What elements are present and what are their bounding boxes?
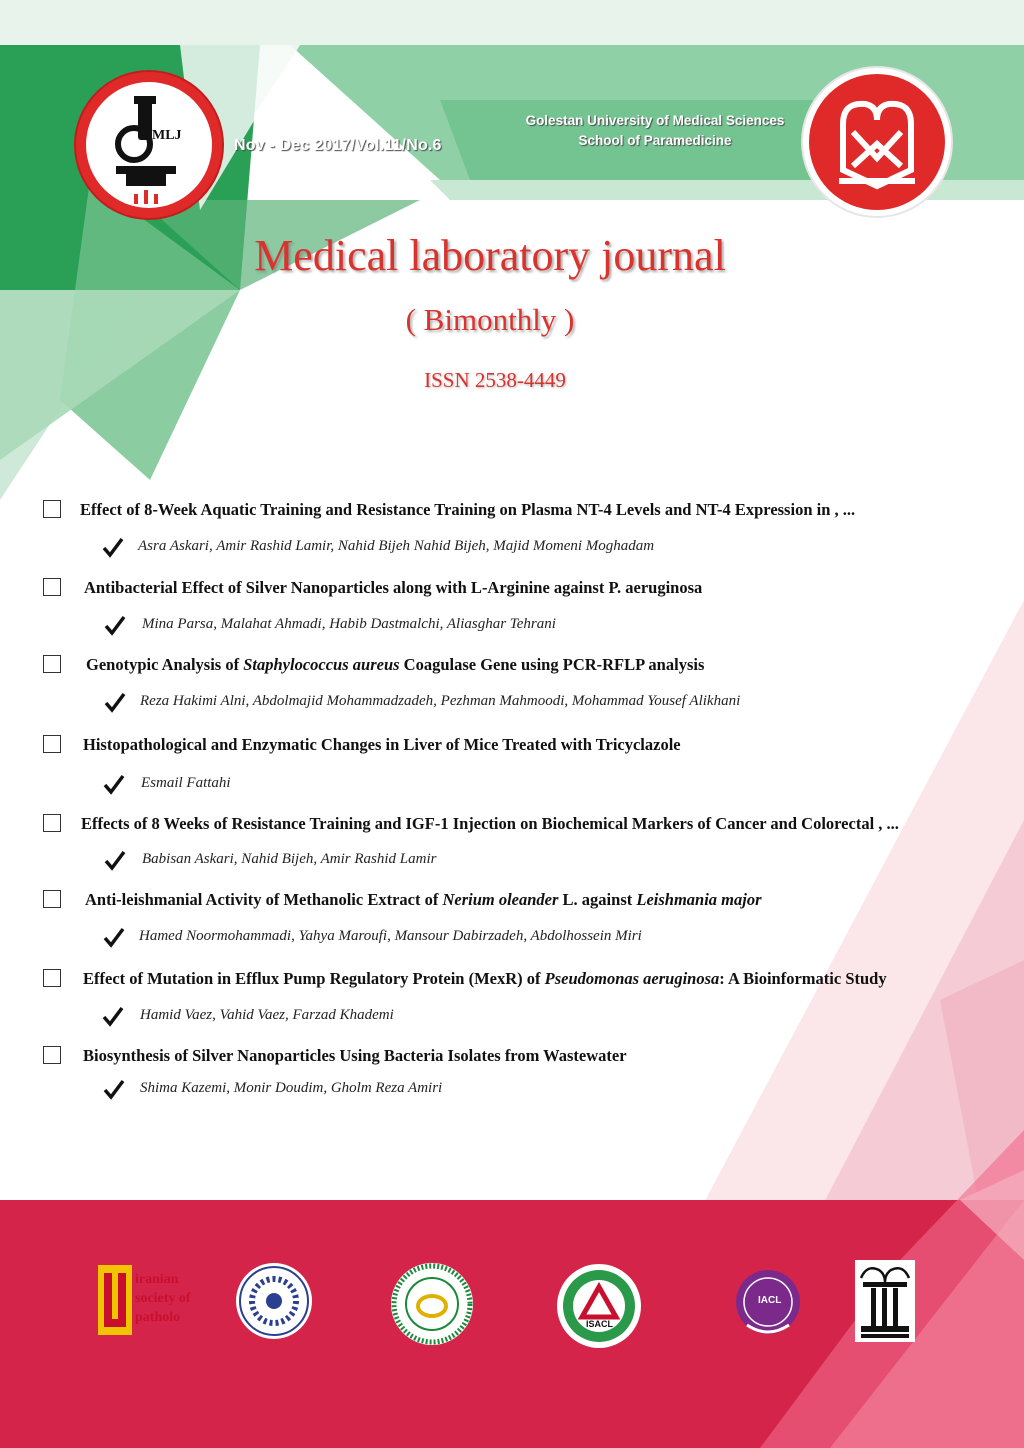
society-text-line-2: society of [135, 1291, 191, 1306]
medical-lab-society-logo [390, 1262, 474, 1351]
journal-frequency: ( Bimonthly ) [405, 302, 575, 337]
university-name [505, 111, 805, 151]
article-title: Effects of 8 Weeks of Resistance Training and IGF-1 Injection on Biochemical Markers of Cancer and Colorectal , ... [81, 814, 899, 833]
article-title: Effect of Mutation in Efflux Pump Regulatory Protein (MexR) of Pseudomonas aeruginosa: A Bioinformatic Study [83, 969, 887, 988]
article-checkbox[interactable] [43, 814, 61, 832]
iacl-label: IACL [758, 1295, 782, 1306]
article-title: Antibacterial Effect of Silver Nanoparticles along with L-Arginine against P. aeruginosa [84, 578, 703, 597]
university-emblem-logo [855, 1260, 915, 1347]
university-column-icon [855, 1260, 915, 1342]
check-mark-icon [103, 1078, 125, 1100]
parasitology-emblem-icon [235, 1262, 313, 1340]
check-mark-icon [102, 1005, 124, 1027]
article-checkbox[interactable] [43, 969, 61, 987]
isacl-emblem-icon [556, 1263, 642, 1349]
pathology-society-text [135, 1270, 191, 1327]
pathology-emblem-icon [98, 1265, 132, 1335]
lab-society-emblem-icon [390, 1262, 474, 1346]
journal-title: Medical laboratory journal [254, 231, 726, 280]
university-line-2: School of Paramedicine [578, 133, 732, 148]
university-line-1: Golestan University of Medical Sciences [525, 113, 785, 128]
isacl-label: ISACL [586, 1319, 613, 1329]
society-text-line-3: patholo [135, 1310, 181, 1325]
article-checkbox[interactable] [43, 578, 61, 596]
check-mark-icon [103, 773, 125, 795]
society-text-line-1: iranian [135, 1272, 179, 1287]
article-title: Genotypic Analysis of Staphylococcus aureus Coagulase Gene using PCR-RFLP analysis [86, 655, 705, 674]
article-authors: Babisan Askari, Nahid Bijeh, Amir Rashid Lamir [142, 851, 437, 867]
iranian-pathology-society-logo [98, 1265, 132, 1335]
university-logo [803, 68, 951, 216]
article-authors: Mina Parsa, Malahat Ahmadi, Habib Dastmalchi, Aliasghar Tehrani [142, 616, 556, 632]
article-checkbox[interactable] [43, 735, 61, 753]
check-mark-icon [104, 849, 126, 871]
article-title: Anti-leishmanial Activity of Methanolic Extract of Nerium oleander L. against Leishmania major [85, 890, 762, 909]
article-authors: Reza Hakimi Alni, Abdolmajid Mohammadzadeh, Pezhman Mahmoodi, Mohammad Yousef Alikhani [140, 693, 741, 709]
article-title: Histopathological and Enzymatic Changes in Liver of Mice Treated with Tricyclazole [83, 735, 681, 754]
check-mark-icon [104, 691, 126, 713]
date-volume: Nov - Dec 2017/Vol.11/No.6 [234, 137, 442, 154]
journal-issn: ISSN 2538-4449 [424, 368, 566, 392]
article-authors: Hamed Noormohammadi, Yahya Maroufi, Mansour Dabirzadeh, Abdolhossein Miri [139, 928, 642, 944]
article-title: Biosynthesis of Silver Nanoparticles Using Bacteria Isolates from Wastewater [83, 1046, 627, 1065]
university-emblem-icon [809, 74, 945, 210]
journal-logo-text: MLJ [152, 128, 182, 143]
article-checkbox[interactable] [43, 655, 61, 673]
article-authors: Hamid Vaez, Vahid Vaez, Farzad Khademi [140, 1007, 394, 1023]
article-checkbox[interactable] [43, 1046, 61, 1064]
check-mark-icon [104, 614, 126, 636]
journal-logo [76, 72, 222, 218]
isacl-logo [556, 1263, 642, 1354]
microscope-icon [86, 82, 212, 208]
article-authors: Asra Askari, Amir Rashid Lamir, Nahid Bijeh Nahid Bijeh, Majid Momeni Moghadam [138, 538, 655, 554]
article-checkbox[interactable] [43, 890, 61, 908]
iacl-logo [735, 1265, 801, 1344]
parasitology-society-logo [235, 1262, 313, 1345]
article-title: Effect of 8-Week Aquatic Training and Resistance Training on Plasma NT-4 Levels and NT-4 Expression in , ... [80, 500, 856, 519]
check-mark-icon [102, 536, 124, 558]
article-checkbox[interactable] [43, 500, 61, 518]
article-authors: Esmail Fattahi [141, 775, 231, 791]
check-mark-icon [103, 926, 125, 948]
article-authors: Shima Kazemi, Monir Doudim, Gholm Reza Amiri [140, 1080, 443, 1096]
